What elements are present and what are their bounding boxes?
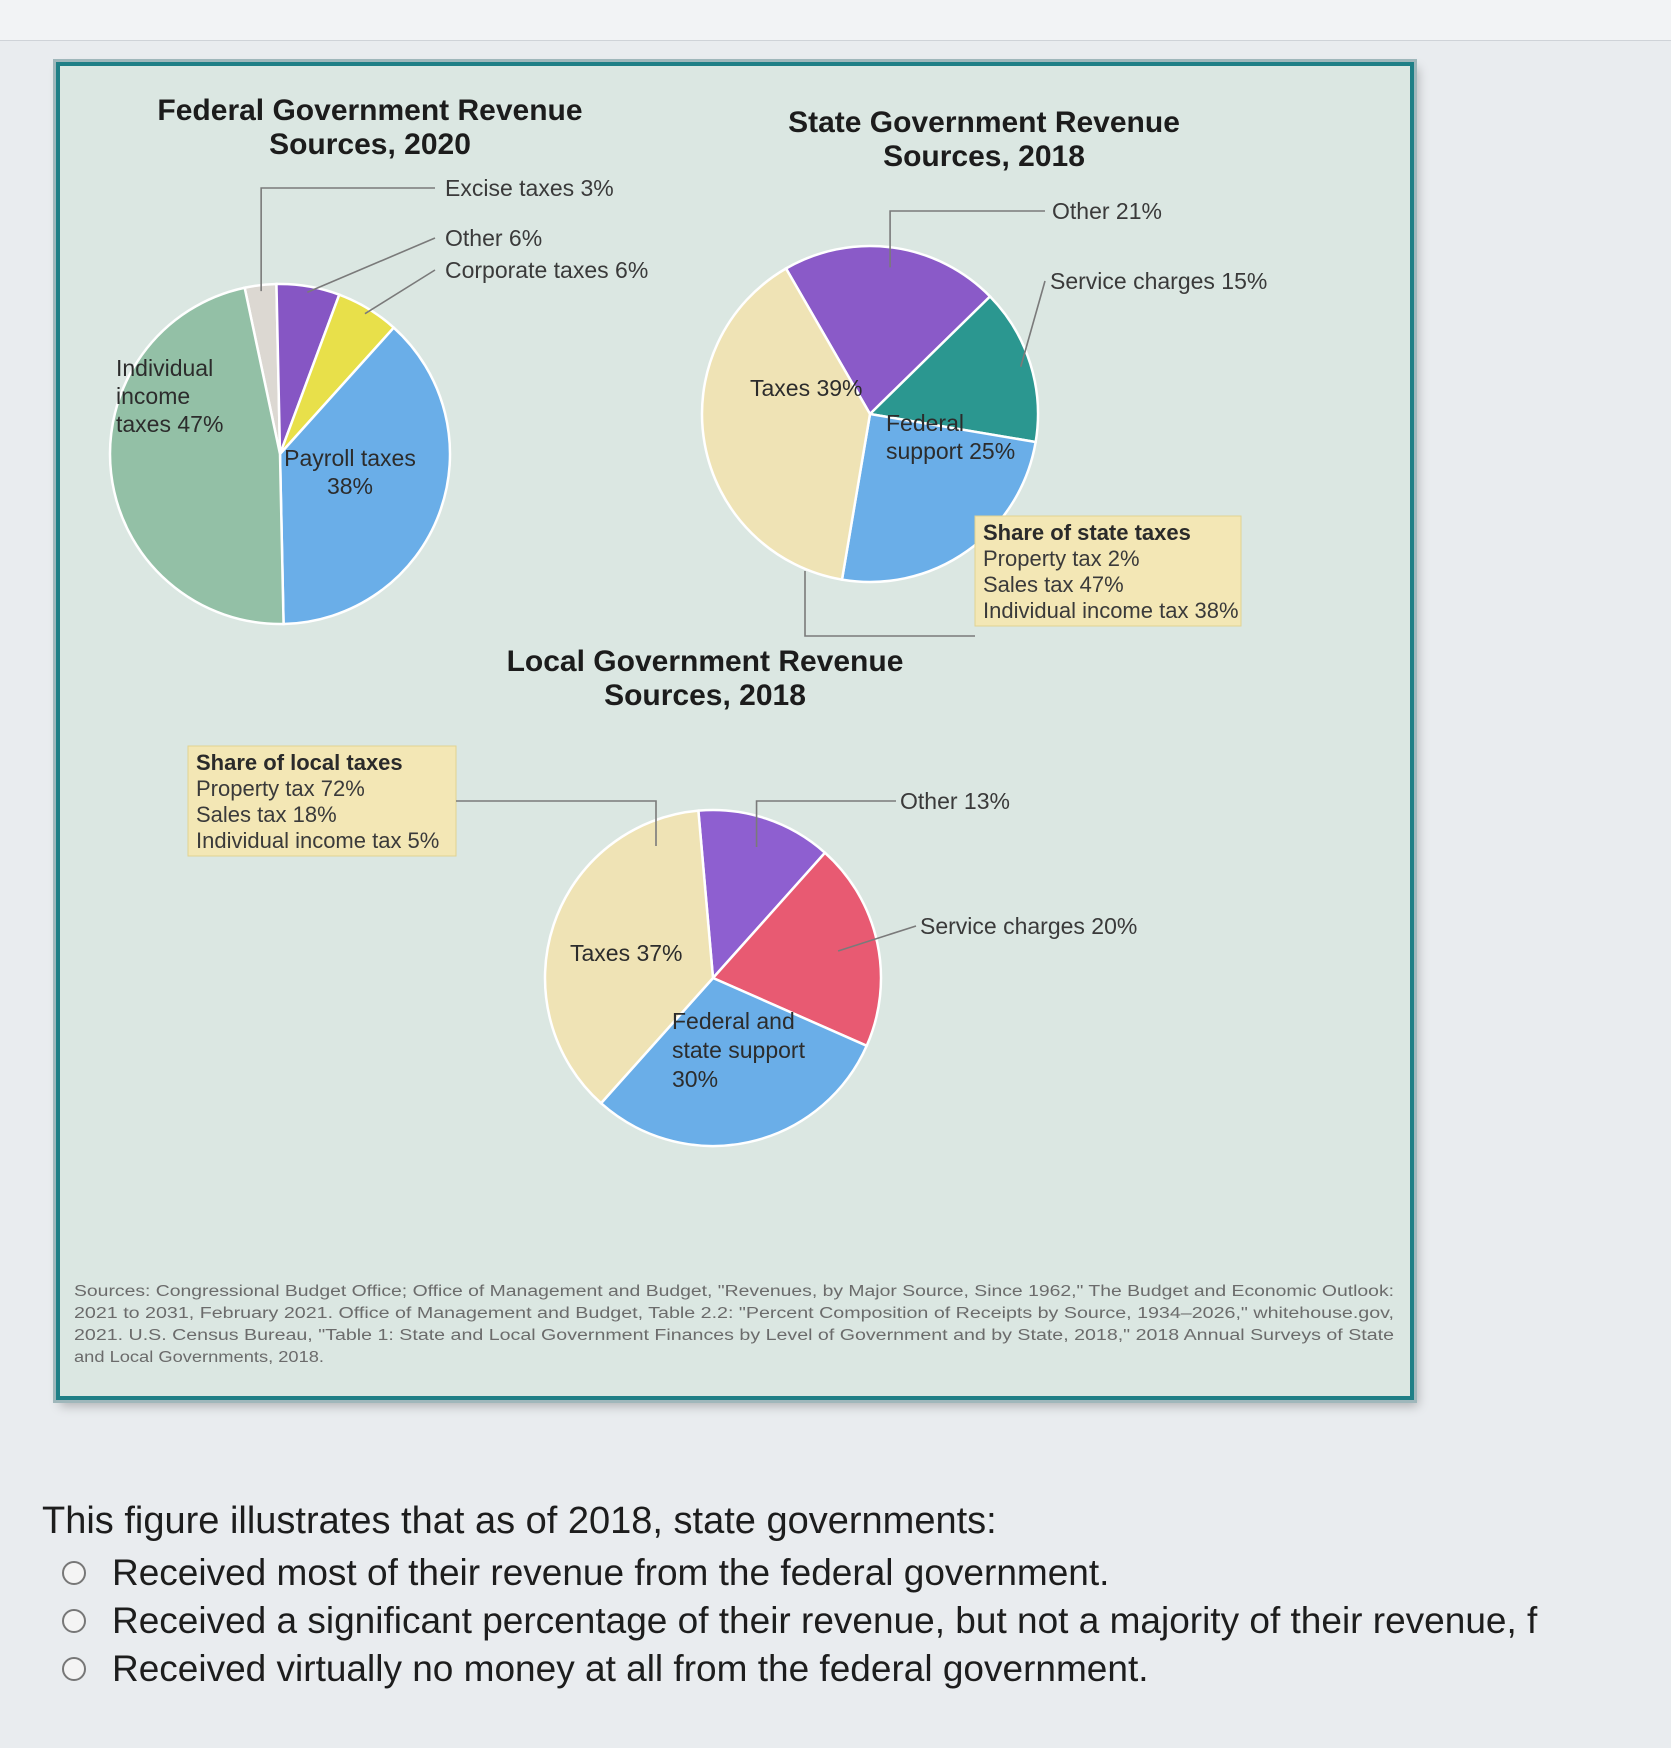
local-label-federal-and-state-support: 30% (672, 1066, 719, 1092)
federal-leader-2 (365, 270, 435, 314)
state-label-service-charges: Service charges 15% (1050, 268, 1268, 294)
local-share-box-line: Sales tax 18% (196, 802, 337, 827)
local-label-federal-and-state-support: Federal and (672, 1008, 795, 1034)
federal-leader-1 (307, 238, 435, 292)
state-label-taxes: Taxes 39% (750, 375, 863, 401)
question-prompt: This figure illustrates that as of 2018, state governments: (42, 1500, 997, 1542)
local-share-box-title: Share of local taxes (196, 750, 403, 775)
revenue-figure (56, 62, 1414, 1400)
local-share-box-line: Individual income tax 5% (196, 828, 440, 853)
state-share-box-title: Share of state taxes (983, 520, 1191, 545)
state-label-federal-support: support 25% (886, 438, 1016, 464)
federal-label-individual-income-taxes: Individual (116, 355, 214, 381)
figure-source-line: and Local Governments, 2018. (74, 1349, 324, 1366)
question-block (42, 1500, 1671, 1693)
local-label-federal-and-state-support: state support (672, 1037, 805, 1063)
state-leader-service-charges (1021, 281, 1045, 367)
charts-canvas (60, 66, 1410, 1396)
state-title-line: Sources, 2018 (883, 140, 1085, 173)
local-label-service-charges: Service charges 20% (920, 913, 1138, 939)
answer-option-3-label: Received virtually no money at all from the federal government. (112, 1648, 1149, 1689)
figure-source-line: Sources: Congressional Budget Office; Office of Management and Budget, "Revenues, by Major Source, Since 1962," The Budget and Economic Outlook: (74, 1283, 1394, 1300)
answer-option-3[interactable] (42, 1645, 1671, 1693)
local-title-line: Local Government Revenue (506, 645, 904, 678)
answer-option-2[interactable] (42, 1597, 1671, 1645)
state-label-federal-support: Federal (886, 410, 964, 436)
radio-button-1[interactable] (62, 1561, 86, 1585)
federal-label-payroll-taxes: Payroll taxes (284, 445, 416, 471)
figure-source-line: 2021 to 2031, February 2021. Office of Management and Budget, Table 2.2: "Percent Composition of Receipts by Source, 1934–2026," whitehouse.gov, (74, 1305, 1394, 1322)
local-label-other: Other 13% (900, 788, 1010, 814)
answer-option-2-label: Received a significant percentage of their revenue, but not a majority of their revenue, f (112, 1600, 1538, 1641)
local-share-box-line: Property tax 72% (196, 776, 365, 801)
federal-label-individual-income-taxes: income (116, 383, 191, 409)
federal-label-corporate-taxes: Corporate taxes 6% (445, 257, 649, 283)
radio-button-3[interactable] (62, 1657, 86, 1681)
federal-label-excise-taxes: Excise taxes 3% (445, 175, 614, 201)
federal-title-line: Sources, 2020 (269, 128, 471, 161)
answer-option-1-label: Received most of their revenue from the federal government. (112, 1552, 1110, 1593)
federal-label-individual-income-taxes: taxes 47% (116, 411, 224, 437)
browser-top-strip (0, 0, 1671, 41)
state-title-line: State Government Revenue (788, 106, 1180, 139)
radio-button-2[interactable] (62, 1609, 86, 1633)
federal-label-payroll-taxes: 38% (326, 473, 374, 499)
local-label-taxes: Taxes 37% (570, 940, 683, 966)
state-share-box-line: Individual income tax 38% (983, 598, 1239, 623)
local-title-line: Sources, 2018 (604, 679, 806, 712)
answer-option-1[interactable] (42, 1549, 1671, 1597)
federal-title-line: Federal Government Revenue (157, 94, 583, 127)
state-share-box-line: Property tax 2% (983, 546, 1140, 571)
state-label-other: Other 21% (1052, 198, 1162, 224)
figure-source-line: 2021. U.S. Census Bureau, "Table 1: State and Local Government Finances by Level of Government and by State, 2018," 2018 Annual Surveys of State (74, 1327, 1394, 1344)
federal-label-other: Other 6% (445, 225, 543, 251)
state-share-box-line: Sales tax 47% (983, 572, 1124, 597)
